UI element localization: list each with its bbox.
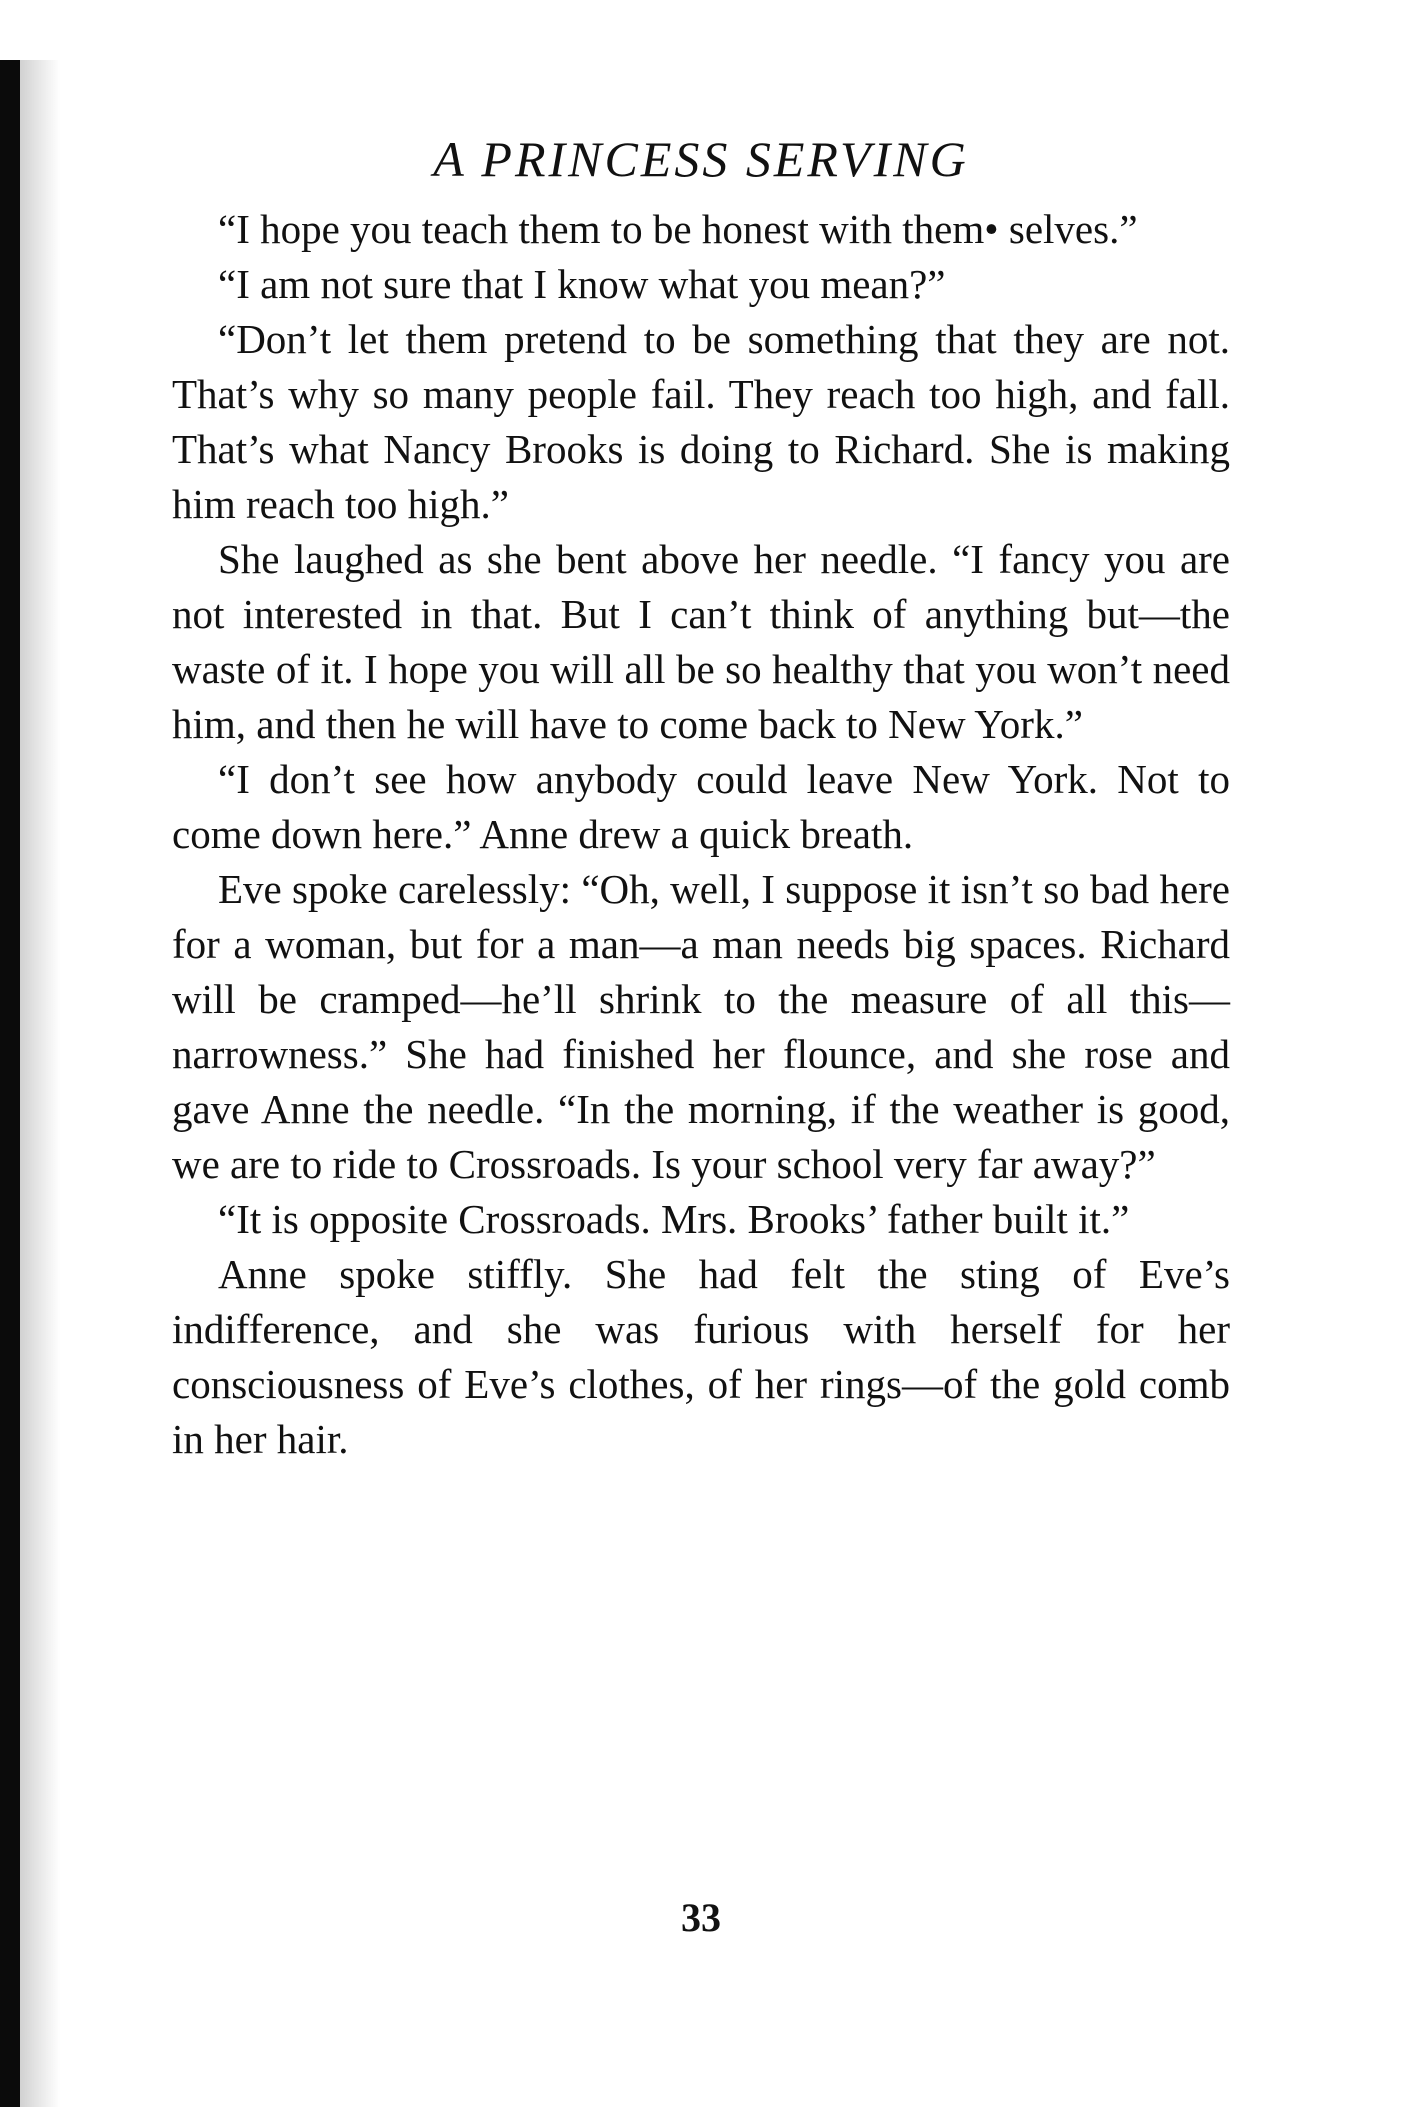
page-number: 33	[681, 1895, 721, 1940]
paragraph: Anne spoke stiffly. She had felt the sting of Eve’s indifference, and she was furious with herself for her consciousness of Eve’s clothes, of her rings—of the gold comb in her hair.	[172, 1251, 1230, 1462]
paragraph: Eve spoke carelessly: “Oh, well, I suppose it isn’t so bad here for a woman, but for a man—a man needs big spaces. Richard will be cramped—he’ll shrink to the measure of all this—narrowness.” She had finished her flounce, and she rose and gave Anne the needle. “In the morning, if the weather is good, we are to ride to Crossroads. Is your school very far away?”	[172, 866, 1230, 1187]
paragraph: “It is opposite Crossroads. Mrs. Brooks’ father built it.”	[218, 1196, 1130, 1242]
book-page	[172, 128, 1230, 1940]
scan-shadow	[20, 60, 60, 2107]
paragraph: “I hope you teach them to be honest with them• selves.”	[218, 206, 1138, 252]
paragraph: “Don’t let them pretend to be something that they are not. That’s why so many people fail. They reach too high, and fall. That’s what Nancy Brooks is doing to Richard. She is making him reach too high.”	[172, 316, 1230, 527]
paragraph: “I don’t see how anybody could leave New York. Not to come down here.” Anne drew a quick breath.	[172, 756, 1230, 857]
running-head: A PRINCESS SERVING	[433, 131, 969, 187]
body-text	[172, 202, 1230, 1467]
scan-binding-edge	[0, 60, 20, 2107]
paragraph: She laughed as she bent above her needle. “I fancy you are not interested in that. But I can’t think of anything but—the waste of it. I hope you will all be so healthy that you won’t need him, and then he will have to come back to New York.”	[172, 536, 1230, 747]
paragraph: “I am not sure that I know what you mean?”	[218, 261, 946, 307]
